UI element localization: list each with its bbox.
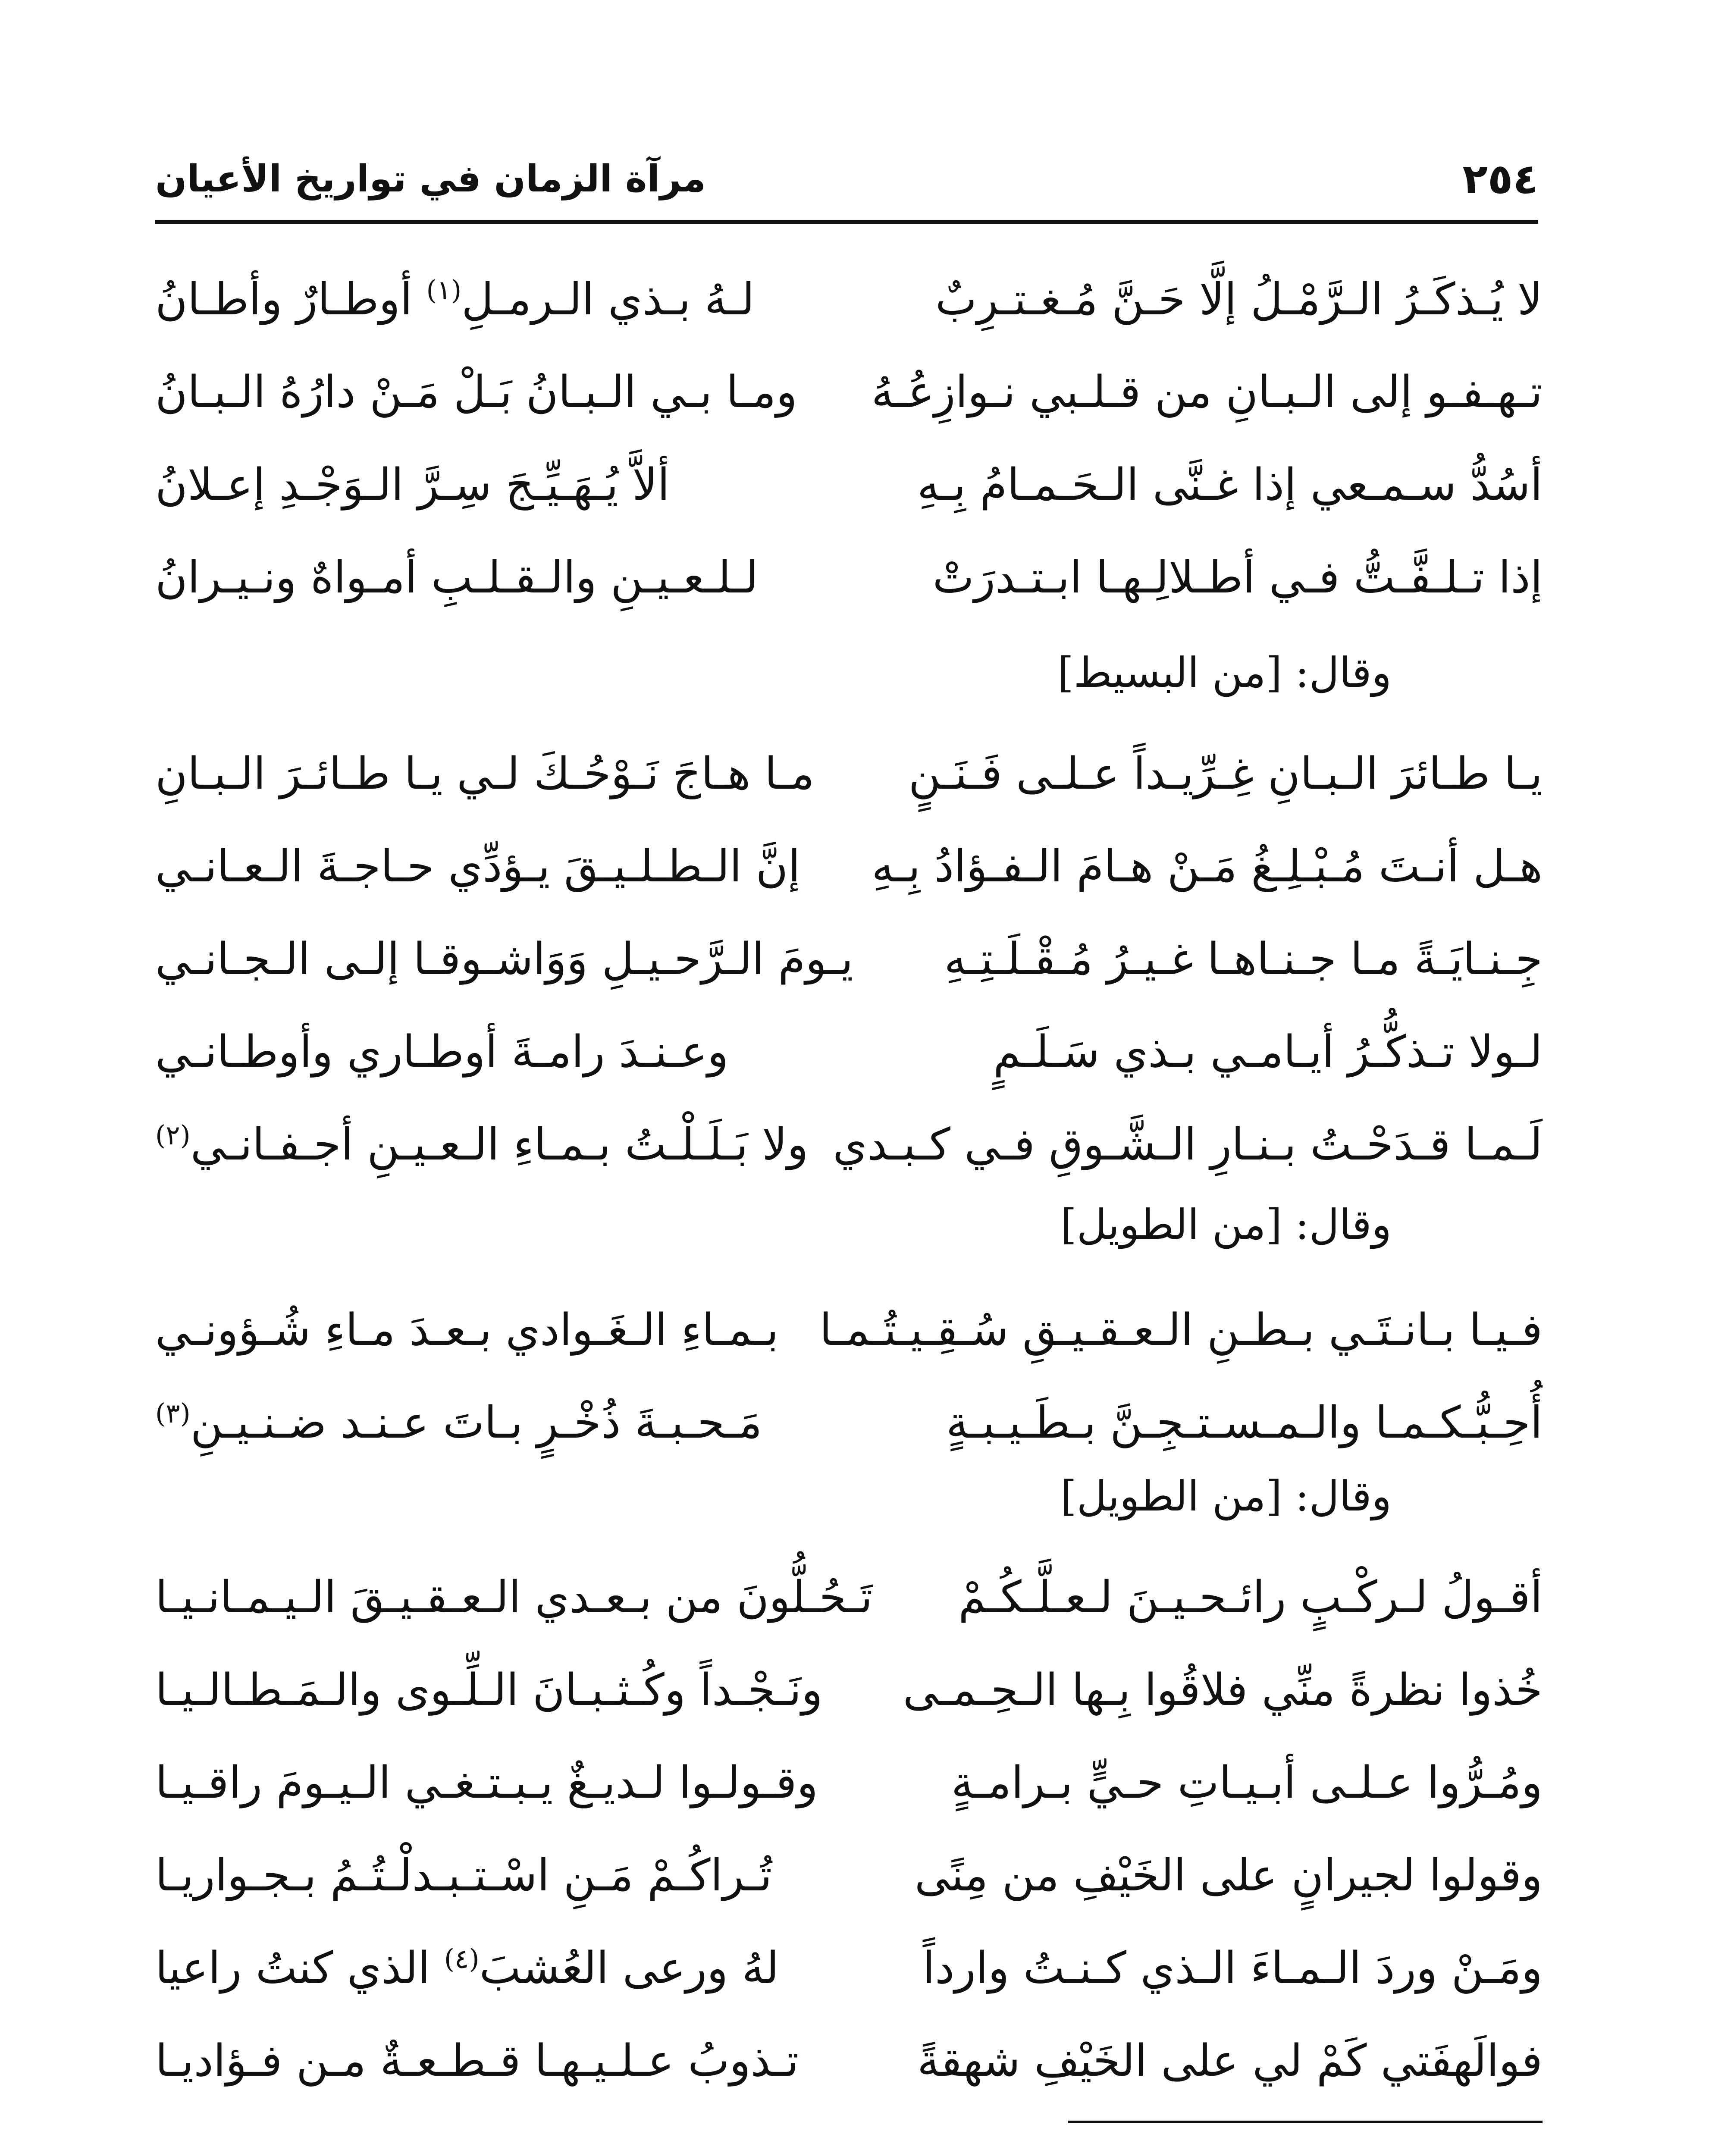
verse (155, 444, 1543, 537)
second-hemistich: مَـحـبـةَ ذُخْـرٍ بـاتَ عـنـد ضـنـيـنِ$^{(٣)}$ (155, 1397, 762, 1448)
verse (155, 1742, 1543, 1835)
verse (155, 1557, 1543, 1649)
poem-2 (155, 733, 1543, 1197)
verse (155, 1835, 1543, 1927)
page-header (155, 149, 1538, 209)
first-hemistich: أسُدُّ سـمـعي إذا غـنَّى الـحَـمـامُ بِـهِ (917, 459, 1543, 511)
footnote-ref: (٣) (155, 1398, 191, 1429)
verse (155, 1649, 1543, 1742)
footnote-divider (1068, 2121, 1543, 2123)
footnote-ref: (١) (426, 274, 462, 306)
running-title: مرآة الزمان في تواريخ الأعيان (155, 157, 706, 201)
first-hemistich: جِـنـايَـةً مـا جـنـاهـا غـيـرُ مُـقْـلَـتِـهِ (944, 934, 1543, 985)
verse (155, 1289, 1543, 1382)
poem-intro: وقال: [من الطويل] (1060, 1472, 1392, 1520)
second-hemistich: ولا بَـلَـلْـتُ بـمـاءِ الـعـيـنِ أجـفـانـي$^{(٢)}$ (155, 1119, 809, 1170)
first-hemistich: أُحِـبُّـكـمـا والـمـسـتـجِـنَّ بـطَـيـبـةٍ (946, 1397, 1543, 1448)
second-hemistich: وقـولـوا لـديـغٌ يـبـتـغـي الـيـومَ راقـيـا (155, 1757, 818, 1808)
footnote-ref: (٢) (155, 1119, 191, 1151)
first-hemistich: وقولوا لجيرانٍ على الخَيْفِ من مِنًى (914, 1850, 1543, 1901)
verse (155, 351, 1543, 444)
second-hemistich: ألاَّ يُـهَـيِّـجَ سِـرَّ الـوَجْـدِ إعـلانُ (155, 459, 670, 511)
first-hemistich: فوالَهفَتي كَمْ لي على الخَيْفِ شهقةً (917, 2035, 1543, 2087)
second-hemistich: مـا هـاجَ نَـوْحُـكَ لـي يـا طـائـرَ الـبـانِ (155, 748, 815, 799)
poem-intro: وقال: [من البسيط] (1057, 649, 1392, 697)
footnote-ref: (٤) (444, 1943, 480, 1974)
second-hemistich: يـومَ الـرَّحـيـلِ وَوَاشـوقـا إلـى الـجـانـي (155, 934, 853, 985)
second-hemistich: تُـراكُـمْ مَـنِ اسْـتـبـدلْـتُـمُ بـجـواريـا (155, 1850, 772, 1901)
footnote (903, 2150, 1543, 2156)
first-hemistich: ومُـرُّوا عـلـى أبـيـاتِ حـيٍّ بـرامـةٍ (951, 1757, 1543, 1808)
second-hemistich: وعـنـدَ رامـةَ أوطـاري وأوطـانـي (155, 1026, 729, 1078)
first-hemistich: يـا طـائرَ الـبـانِ غِـرِّيـداً عـلـى فَـنَـنٍ (908, 748, 1543, 799)
verse (155, 259, 1543, 351)
verse (155, 733, 1543, 826)
verse (155, 1011, 1543, 1104)
verse (155, 1927, 1543, 2020)
first-hemistich: فـيـا بـانـتَـي بـطـنِ الـعـقـيـقِ سُـقِـيـتُـمـا (819, 1304, 1543, 1356)
second-hemistich: لـهُ بـذي الـرمـلِ$^{(١)}$ أوطـارٌ وأطـانُ (155, 274, 755, 325)
second-hemistich: تـذوبُ عـلـيـهـا قـطـعـةٌ مـن فـؤاديـا (155, 2035, 799, 2087)
poem-4 (155, 1557, 1543, 2113)
first-hemistich: ومَـنْ وردَ الـمـاءَ الـذي كـنـتُ وارداً (922, 1943, 1543, 1994)
first-hemistich: هـل أنـتَ مُـبْـلِـغُ مَـنْ هـامَ الـفـؤادُ بِـهِ (872, 841, 1543, 892)
first-hemistich: خُذوا نظرةً منِّي فلاقُوا بِـها الـحِـمـى (903, 1664, 1543, 1716)
verse (155, 2020, 1543, 2113)
second-hemistich: لـلـعـيـنِ والـقـلـبِ أمـواهٌ ونـيـرانُ (155, 552, 759, 603)
second-hemistich: إنَّ الـطـلـيـقَ يـؤدِّي حـاجـةَ الـعـانـي (155, 841, 800, 892)
first-hemistich: تـهـفـو إلى الـبـانِ من قـلـبي نـوازِعُـهُ (871, 367, 1543, 418)
second-hemistich: بـمـاءِ الـغَـوادي بـعـدَ مـاءِ شُـؤونـي (155, 1304, 779, 1356)
poem-1 (155, 259, 1543, 630)
verse (155, 826, 1543, 918)
first-hemistich: لا يُـذكَـرُ الـرَّمْـلُ إلَّا حَـنَّ مُـغـتـرِبٌ (935, 274, 1543, 325)
page-number: ٢٥٤ (1462, 155, 1538, 203)
first-hemistich: أقـولُ لـركْـبٍ رائـحـيـنَ لـعـلَّـكُـمْ (958, 1572, 1543, 1623)
first-hemistich: لـولا تـذكُّـرُ أيـامـي بـذي سَـلَـمٍ (993, 1026, 1543, 1078)
verse (155, 537, 1543, 630)
second-hemistich: لهُ ورعى العُشبَ$^{(٤)}$ الذي كنتُ راعيا (155, 1943, 779, 1994)
poem-3 (155, 1289, 1543, 1475)
verse (155, 918, 1543, 1011)
first-hemistich: إذا تـلـفَّـتُّ فـي أطـلالِـهـا ابـتـدرَتْ (932, 552, 1543, 603)
second-hemistich: تَـحُـلُّونَ من بـعـدي الـعـقـيـقَ الـيـمـانـيـا (155, 1572, 873, 1623)
poem-intro: وقال: [من الطويل] (1060, 1200, 1392, 1249)
header-divider (155, 220, 1538, 224)
footnotes (903, 2150, 1543, 2156)
first-hemistich: لَـمـا قـدَحْـتُ بـنـارِ الـشَّـوقِ فـي كـبـدي (833, 1119, 1543, 1170)
second-hemistich: ومـا بـي الـبـانُ بَـلْ مَـنْ دارُهُ الـبـانُ (155, 367, 797, 418)
second-hemistich: ونَـجْـداً وكُـثـبـانَ الـلِّـوى والـمَـطـالـيـا (155, 1664, 823, 1716)
